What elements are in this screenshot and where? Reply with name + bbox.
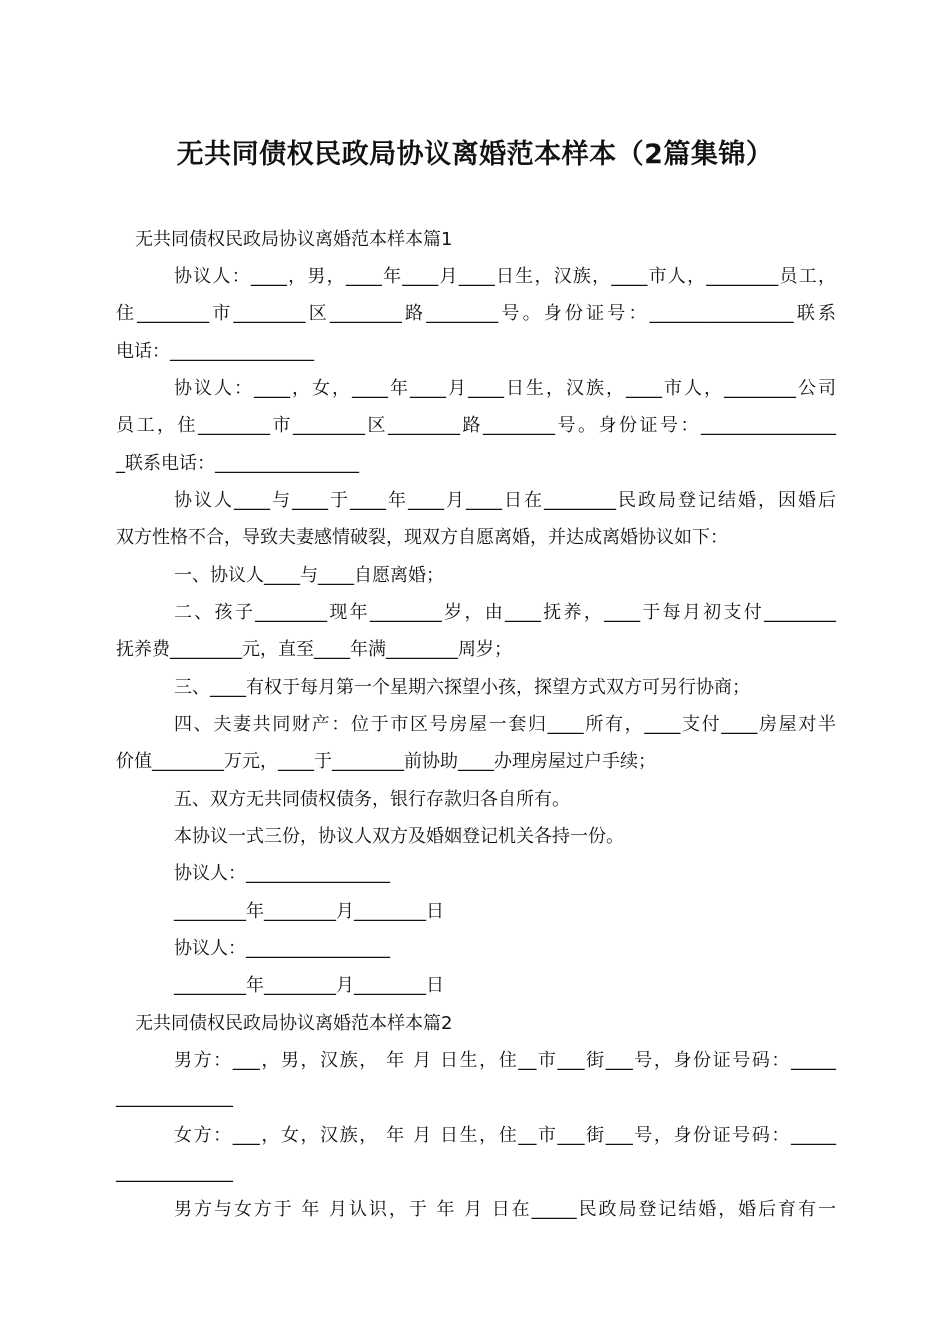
paragraph-line: _联系电话：________________ xyxy=(116,453,359,474)
paragraph-line: _____________ xyxy=(116,1162,233,1183)
paragraph-line: 协议人____与____于____年____月____日在________民政局登记结婚，因婚后 xyxy=(174,490,836,511)
paragraph-line: 电话：________________ xyxy=(116,341,314,362)
clause-3: 三、____有权于每月第一个星期六探望小孩，探望方式双方可另行协商； xyxy=(174,677,750,698)
signature-line: 协议人：________________ xyxy=(174,863,390,884)
paragraph-line: 协议人：____，女，____年____月____日生，汉族，____市人，________公司 xyxy=(174,378,836,399)
paragraph-line: 男方：___，男，汉族， 年 月 日生，住__市___街___号，身份证号码：_____ xyxy=(174,1050,836,1071)
date-line: ________年________月________日 xyxy=(174,901,444,922)
section1-heading: 无共同债权民政局协议离婚范本样本篇1 xyxy=(135,229,453,250)
copies-note: 本协议一式三份，协议人双方及婚姻登记机关各持一份。 xyxy=(174,826,624,847)
paragraph-line: 男方与女方于 年 月认识，于 年 月 日在_____民政局登记结婚，婚后育有一 xyxy=(174,1199,836,1220)
clause-4-line: 价值________万元，____于________前协助____办理房屋过户手续； xyxy=(116,751,656,772)
signature-line: 协议人：________________ xyxy=(174,938,390,959)
paragraph-line: 女方：___，女，汉族， 年 月 日生，住__市___街___号，身份证号码：_____ xyxy=(174,1125,836,1146)
document-title: 无共同债权民政局协议离婚范本样本（2篇集锦） xyxy=(176,139,774,170)
paragraph-line: _____________ xyxy=(116,1087,233,1108)
paragraph-line: 双方性格不合，导致夫妻感情破裂，现双方自愿离婚，并达成离婚协议如下： xyxy=(116,527,728,548)
clause-2-line: 二、孩子________现年________岁，由____抚养，____于每月初支付________ xyxy=(174,602,836,623)
paragraph-line: 员工，住________市________区________路________号。身份证号：_______________ xyxy=(116,415,836,436)
date-line: ________年________月________日 xyxy=(174,975,444,996)
clause-1: 一、协议人____与____自愿离婚； xyxy=(174,565,444,586)
paragraph-line: 协议人：____，男，____年____月____日生，汉族，____市人，________员工， xyxy=(174,266,836,287)
paragraph-line: 住________市________区________路________号。身份证号：________________联系 xyxy=(116,303,836,324)
section2-heading: 无共同债权民政局协议离婚范本样本篇2 xyxy=(135,1013,453,1034)
clause-5: 五、双方无共同债权债务，银行存款归各自所有。 xyxy=(174,789,570,810)
clause-4-line: 四、夫妻共同财产：位于市区号房屋一套归____所有，____支付____房屋对半 xyxy=(174,714,836,735)
clause-2-line: 抚养费________元，直至____年满________周岁； xyxy=(116,639,512,660)
